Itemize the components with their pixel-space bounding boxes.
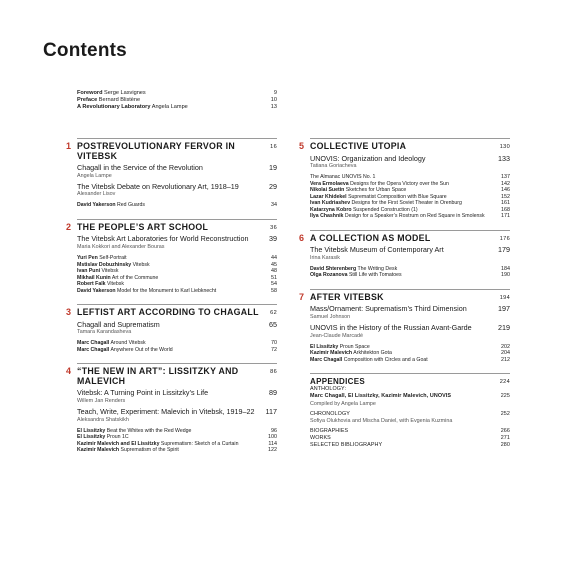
- artwork-title: Self-Portrait: [99, 255, 127, 262]
- section-title[interactable]: [77, 223, 277, 233]
- works-label: WORKS: [310, 434, 331, 441]
- page-number: 29: [269, 181, 277, 191]
- essay-author: Maria Kokkori and Alexander Bouras: [77, 244, 165, 251]
- artwork-artist: Ivan Kudriashev: [310, 200, 351, 207]
- page-number: 179: [498, 245, 510, 255]
- page-number: 100: [268, 434, 277, 441]
- page-title: Contents: [43, 40, 127, 61]
- page-number: 48: [271, 268, 277, 275]
- artwork-artist: El Lissitzky: [77, 434, 106, 441]
- page-number: 142: [501, 180, 510, 187]
- toc-section-6: [299, 230, 510, 279]
- bibliography-entry[interactable]: [310, 442, 510, 449]
- page-number: 197: [498, 304, 510, 314]
- page-number: 266: [500, 427, 510, 434]
- artwork-artist: David Yakerson: [77, 202, 116, 209]
- essay-title: The Vitebsk Art Laboratories for World Reconstruction: [77, 234, 249, 244]
- essay-entry[interactable]: [77, 183, 277, 192]
- essay-author: Samuel Johnson: [310, 314, 351, 321]
- page-number: 225: [500, 393, 510, 400]
- essay-author: Tamara Karandasheva: [77, 329, 132, 336]
- artwork-title: Art of the Commune: [111, 274, 159, 281]
- essay-entry[interactable]: [77, 408, 277, 417]
- artwork-title: Around Vitebsk: [110, 340, 146, 347]
- essay-title: UNOVIS in the History of the Russian Avant-Garde: [310, 323, 472, 333]
- section-title[interactable]: [310, 142, 510, 152]
- essay-title: The Vitebsk Museum of Contemporary Art: [310, 245, 444, 255]
- page-number: 184: [501, 265, 510, 272]
- toc-column-left: [66, 138, 277, 464]
- essay-entry[interactable]: [310, 305, 510, 314]
- essay-entry[interactable]: [310, 155, 510, 164]
- page-number: 44: [271, 255, 277, 262]
- entry-label: Preface: [77, 97, 98, 104]
- entry-author: Bernard Blistène: [98, 97, 141, 104]
- artwork-artist: El Lissitzky: [310, 343, 339, 350]
- essay-title: Teach, Write, Experiment: Malevich in Vitebsk, 1919–22: [77, 407, 255, 417]
- artwork-title: Suprematism of the Spirit: [120, 447, 179, 454]
- essay-title: Vitebsk: A Turning Point in Lissitzky’s Life: [77, 388, 209, 398]
- artwork-artist: Marc Chagall: [310, 356, 343, 363]
- page-number: 51: [271, 274, 277, 281]
- page-number: 252: [500, 410, 510, 417]
- page-number: 171: [501, 213, 510, 220]
- entry-author: Angela Lampe: [151, 104, 188, 111]
- chronology-entry[interactable]: [310, 411, 510, 418]
- section-divider: [77, 219, 277, 220]
- page-number: 10: [270, 97, 277, 104]
- section-divider: [77, 363, 277, 364]
- chronology-authors: Sofiya Olukhovia and Mischa Daniel, with Evgenia Kuzmina: [310, 417, 453, 424]
- artwork-artist: Yuri Pen: [77, 255, 98, 262]
- essay-title: Mass/Ornament: Suprematism’s Third Dimension: [310, 304, 467, 314]
- appendices-title-text: APPENDICES: [310, 377, 366, 387]
- page-number: 62: [270, 310, 277, 317]
- page-number: 45: [271, 261, 277, 268]
- artwork-artist: Kazimir Malevich: [77, 447, 120, 454]
- essay-entry[interactable]: [77, 164, 277, 173]
- toc-section-1: [66, 138, 277, 209]
- page-number: 117: [265, 407, 277, 417]
- anthology-entry[interactable]: [310, 386, 510, 400]
- essay-title: Chagall in the Service of the Revolution: [77, 163, 203, 173]
- artwork-title: Beat the Whites with the Red Wedge: [106, 427, 192, 434]
- page-number: 36: [270, 224, 277, 231]
- page-number: 72: [271, 346, 277, 353]
- section-number: 5: [299, 141, 305, 151]
- page-number: 19: [269, 163, 277, 173]
- artwork-title: Anywhere Out of the World: [110, 346, 173, 353]
- artwork-title: Model for the Monument to Karl Liebknecht: [117, 287, 217, 294]
- section-divider: [310, 373, 510, 374]
- entry-label: Foreword: [77, 90, 103, 96]
- page-number: 96: [271, 427, 277, 434]
- artwork-artist: Katarzyna Kobro: [310, 206, 352, 213]
- artwork-title: Designs for the First Soviet Theater in Orenburg: [351, 200, 462, 207]
- artwork-title: Suprematist Composition with Blue Square: [348, 193, 447, 200]
- page-number: 86: [270, 369, 277, 376]
- appendices-title[interactable]: [310, 377, 510, 386]
- toc-section-5: [299, 138, 510, 220]
- artwork-title: The Writing Desk: [357, 265, 398, 272]
- artwork-entry[interactable]: [77, 347, 277, 354]
- section-title[interactable]: [77, 308, 277, 318]
- section-divider: [310, 230, 510, 231]
- artwork-artist: David Yakerson: [77, 287, 116, 294]
- section-number: 3: [66, 307, 72, 318]
- essay-author: Irina Karasik: [310, 254, 340, 261]
- artwork-artist: Lazar Khidekel: [310, 193, 347, 200]
- page-number: 54: [271, 281, 277, 288]
- page-number: 146: [501, 187, 510, 194]
- page-number: 65: [269, 319, 277, 329]
- essay-author: Tatiana Goriacheva: [310, 163, 357, 170]
- toc-section-4: [66, 363, 277, 454]
- section-divider: [77, 304, 277, 305]
- artwork-title: Proun Space: [339, 343, 370, 350]
- entry-author: Serge Lasvignes: [104, 90, 146, 96]
- artwork-artist: Vera Ermolaeva: [310, 180, 349, 187]
- page-number: 13: [270, 104, 277, 111]
- artwork-artist: Kazimir Malevich: [310, 350, 353, 357]
- artwork-title: Arkhitekton Gota: [353, 350, 392, 357]
- anthology-compiler: Compiled by Angela Lampe: [310, 400, 376, 407]
- chronology-label: CHRONOLOGY: [310, 410, 350, 417]
- toc-entry-preface[interactable]: [77, 97, 277, 104]
- entry-label: A Revolutionary Laboratory: [77, 104, 151, 111]
- page-number: 202: [501, 343, 510, 350]
- artwork-artist: Kazimir Malevich and El Lissitzky: [77, 440, 160, 447]
- section-title-text: A COLLECTION AS MODEL: [310, 232, 431, 243]
- essay-entry[interactable]: [77, 321, 277, 330]
- page-number: 114: [268, 440, 277, 447]
- page-number: 130: [499, 144, 510, 150]
- page-number: 168: [501, 206, 510, 213]
- artwork-entry[interactable]: [77, 447, 277, 454]
- artwork-entry[interactable]: [77, 202, 277, 209]
- toc-section-2: [66, 219, 277, 294]
- artwork-title: Still Life with Tomatoes: [348, 272, 402, 279]
- section-divider: [310, 138, 510, 139]
- page-number: 133: [498, 153, 510, 163]
- artwork-title: Vitebsk: [107, 281, 124, 288]
- toc-appendices: [310, 373, 510, 449]
- section-title-text: THE PEOPLE’S ART SCHOOL: [77, 221, 209, 232]
- biographies-label: BIOGRAPHIES: [310, 427, 349, 434]
- artwork-artist: Ilya Chashnik: [310, 213, 344, 220]
- essay-author: Aleksandra Shatskikh: [77, 416, 129, 423]
- page-number: 161: [501, 200, 510, 207]
- section-title-text: “THE NEW IN ART”: LISSITZKY AND MALEVICH: [77, 366, 239, 386]
- artwork-artist: El Lissitzky: [77, 427, 106, 434]
- section-title[interactable]: [310, 293, 510, 303]
- section-title[interactable]: [310, 234, 510, 244]
- page-number: 212: [501, 356, 510, 363]
- section-title[interactable]: [77, 367, 277, 386]
- essay-author: Alexander Lisov: [77, 191, 116, 198]
- page-number: 204: [501, 350, 510, 357]
- page-number: 194: [499, 294, 510, 301]
- essay-title: UNOVIS: Organization and Ideology: [310, 153, 426, 163]
- essay-entry[interactable]: [77, 389, 277, 398]
- section-title-text: AFTER VITEBSK: [310, 291, 384, 302]
- section-number: 7: [299, 291, 305, 302]
- anthology-label: ANTHOLOGY:: [310, 386, 347, 393]
- artwork-title: Sketches for Urban Space: [345, 187, 407, 194]
- page-number: 271: [500, 434, 510, 441]
- artwork-artist: Ivan Puni: [77, 268, 101, 275]
- section-number: 4: [66, 366, 72, 377]
- artwork-title: Proun 1C: [106, 434, 129, 441]
- page-number: 280: [500, 442, 510, 449]
- artwork-title: Suprematism: Sketch of a Curtain: [160, 440, 239, 447]
- toc-entry-introduction[interactable]: [77, 104, 277, 111]
- artwork-title: Vitebsk: [132, 261, 150, 268]
- artwork-entry[interactable]: [77, 288, 277, 295]
- page-number: 70: [271, 340, 277, 347]
- artwork-title: Red Guards: [117, 202, 145, 209]
- page-number: 176: [499, 235, 510, 242]
- artwork-entry[interactable]: [310, 272, 510, 279]
- section-number: 6: [299, 232, 305, 243]
- artwork-title: Design for a Speaker’s Rostrum on Red Square in Smolensk: [344, 213, 485, 220]
- artwork-entry[interactable]: [310, 357, 510, 364]
- artwork-artist: Marc Chagall: [77, 340, 110, 347]
- artwork-artist: Robert Falk: [77, 281, 106, 288]
- front-matter: [77, 90, 277, 112]
- biographies-entry[interactable]: [310, 428, 510, 435]
- toc-entry-foreword[interactable]: [77, 90, 277, 97]
- essay-entry[interactable]: [77, 235, 277, 244]
- essay-title: Chagall and Suprematism: [77, 319, 160, 329]
- artwork-title: Suspended Construction (1): [352, 206, 418, 213]
- artwork-entry[interactable]: [310, 213, 510, 220]
- essay-entry[interactable]: [310, 246, 510, 255]
- page-number: 89: [269, 388, 277, 398]
- page-number: 9: [273, 90, 277, 96]
- section-divider: [310, 289, 510, 290]
- essay-title: The Vitebsk Debate on Revolutionary Art, 1918–19: [77, 181, 239, 191]
- artwork-title: Vitebsk: [101, 268, 119, 275]
- anthology-title: Marc Chagall, El Lissitzky, Kazimir Malevich, UNOVIS: [310, 393, 452, 400]
- artwork-artist: Marc Chagall: [77, 346, 110, 353]
- page-number: 58: [271, 287, 277, 294]
- essay-author: Jean-Claude Marcadé: [310, 332, 364, 339]
- toc-section-3: [66, 304, 277, 353]
- section-title-text: LEFTIST ART ACCORDING TO CHAGALL: [77, 307, 259, 318]
- page-number: 34: [271, 202, 277, 209]
- artwork-artist: David Shterenberg: [310, 265, 357, 272]
- artwork-artist: Mstislav Dobuzhinsky: [77, 261, 132, 268]
- page-number: 224: [499, 379, 510, 386]
- artwork-artist: Mikhail Kunin: [77, 274, 111, 281]
- toc-section-7: [299, 289, 510, 363]
- bibliography-label: SELECTED BIBLIOGRAPHY: [310, 442, 383, 449]
- essay-author: Willem Jan Renders: [77, 398, 126, 405]
- section-number: 2: [66, 221, 72, 232]
- section-title-text: COLLECTIVE UTOPIA: [310, 141, 407, 151]
- essay-author: Angela Lampe: [77, 172, 112, 179]
- artwork-artist: Olga Rozanova: [310, 272, 348, 279]
- artwork-title: Designs for the Opera Victory over the Sun: [350, 180, 449, 187]
- section-divider: [77, 138, 277, 139]
- page-number: 219: [498, 323, 510, 333]
- section-number: 1: [66, 141, 72, 151]
- page-number: 39: [269, 234, 277, 244]
- artwork-title: The Almanac UNOVIS No. 1: [310, 174, 376, 181]
- section-title[interactable]: [77, 142, 277, 161]
- page-number: 16: [270, 144, 277, 150]
- toc-column-right: [299, 138, 510, 459]
- essay-entry[interactable]: [310, 324, 510, 333]
- page-number: 137: [501, 174, 510, 181]
- section-title-text: POSTREVOLUTIONARY FERVOR IN VITEBSK: [77, 141, 235, 161]
- artwork-title: Composition with Circles and a Goat: [343, 356, 428, 363]
- page-number: 122: [268, 447, 277, 454]
- artwork-artist: Nikolai Suetin: [310, 187, 345, 194]
- page-number: 152: [501, 193, 510, 200]
- page-number: 190: [501, 272, 510, 279]
- works-entry[interactable]: [310, 435, 510, 442]
